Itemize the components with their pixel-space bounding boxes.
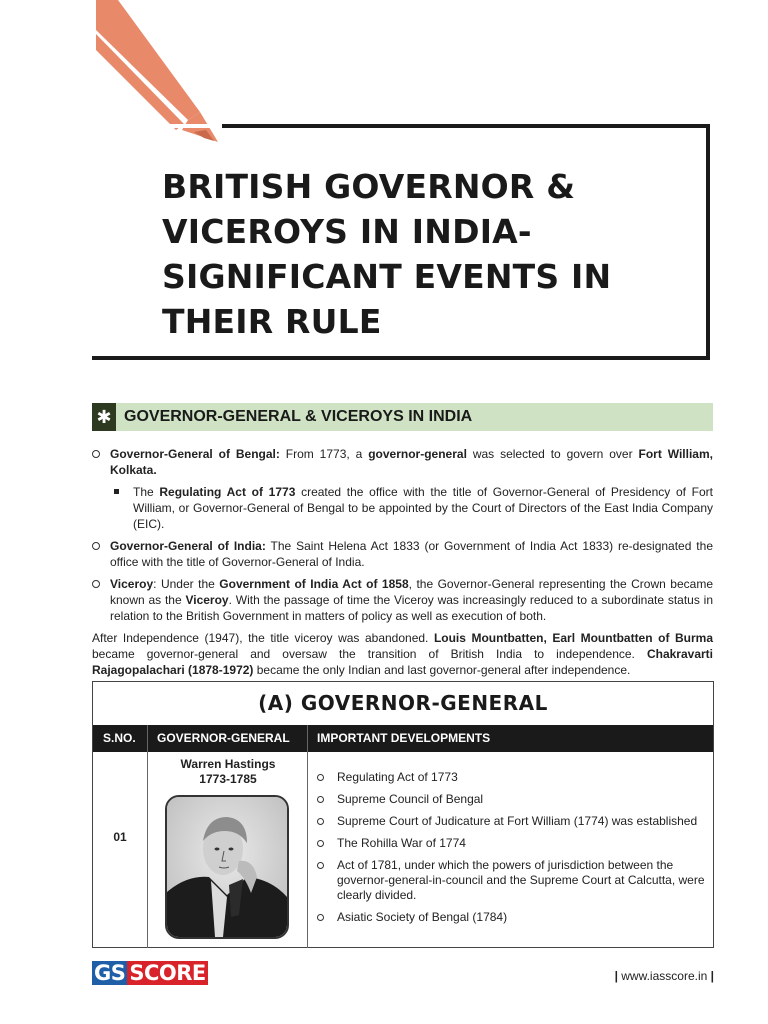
table-row-sno [93, 752, 147, 948]
circle-bullet-icon [317, 862, 324, 869]
sub-text: The [133, 485, 160, 499]
bullet-label: Viceroy [110, 577, 154, 591]
bullet-label: Governor-General of India: [110, 539, 266, 553]
section-heading-bar [92, 403, 713, 431]
list-item [317, 770, 707, 785]
square-bullet-icon [114, 489, 119, 494]
bullet-bold: Fort William, Kolkata. [110, 447, 713, 477]
development-text: Supreme Court of Judicature at Fort William (1774) was established [337, 814, 698, 828]
developments-list [317, 770, 707, 932]
bullet-viceroy [92, 576, 713, 624]
circle-bullet-icon [92, 450, 100, 458]
list-item [317, 836, 707, 851]
circle-bullet-icon [317, 774, 324, 781]
development-text: Asiatic Society of Bengal (1784) [337, 910, 508, 924]
footer-separator: | [614, 969, 618, 983]
bullet-bold: Government of India Act of 1858 [219, 577, 409, 591]
sub-bullet-regulating-act [92, 484, 713, 532]
logo-score: SCORE [129, 961, 206, 985]
governor-general-table [92, 681, 714, 948]
sub-bold: Regulating Act of 1773 [159, 485, 296, 499]
intro-content [92, 446, 713, 678]
portrait-icon [167, 797, 287, 937]
gsscore-logo [92, 961, 208, 985]
para-text: After Independence (1947), the title viceroy was abandoned. [92, 631, 434, 645]
header-sno: S.NO. [103, 731, 136, 745]
list-item [317, 814, 707, 829]
bullet-text: , the Governor-General representing the Crown became known as the [110, 577, 713, 607]
development-text: Regulating Act of 1773 [337, 770, 458, 784]
governor-general-name [148, 757, 308, 787]
asterisk-icon: ✱ [92, 403, 116, 431]
bullet-bold: Viceroy [185, 593, 229, 607]
title-frame-gap [92, 124, 222, 128]
bullet-text: The Saint Helena Act 1833 (or Government of India Act 1833) re-designated the office with the title of Governor-General of India. [110, 539, 713, 569]
list-item [317, 910, 707, 925]
bullet-text: From 1773, a [279, 447, 369, 461]
bullet-bold: governor-general [368, 447, 467, 461]
warren-hastings-portrait [165, 795, 289, 939]
bullet-text: : Under the [153, 577, 220, 591]
table-title: (A) GOVERNOR-GENERAL [258, 691, 548, 715]
header-governor-general: GOVERNOR-GENERAL [157, 731, 290, 745]
circle-bullet-icon [92, 542, 100, 550]
sno-value: 01 [113, 830, 127, 844]
list-item [317, 792, 707, 807]
development-text: Act of 1781, under which the powers of jurisdiction between the governor-general-in-council and the Supreme Court at Calcutta, were clearly divided. [337, 858, 705, 902]
circle-bullet-icon [317, 796, 324, 803]
bullet-text: was selected to govern over [466, 447, 639, 461]
section-heading: GOVERNOR-GENERAL & VICEROYS IN INDIA [124, 408, 473, 425]
footer-separator: | [710, 969, 714, 983]
para-bold: Louis Mountbatten, Earl Mountbatten of Burma [433, 631, 713, 645]
logo-gs: GS [94, 961, 126, 985]
circle-bullet-icon [317, 914, 324, 921]
gg-name-text: Warren Hastings [180, 757, 276, 771]
bullet-governor-general-bengal [92, 446, 713, 478]
bullet-label: Governor-General of Bengal: [110, 447, 280, 461]
sub-text: created the office with the title of Governor-General of Presidency of Fort William, or Governor-General of Bengal to be appointed by the Court of Directors of the East India Company (EIC). [133, 485, 713, 531]
para-text: became the only Indian and last governor-general after independence. [253, 663, 631, 677]
para-text: became governor-general and oversaw the transition of British India to independence. [92, 647, 647, 661]
independence-paragraph [92, 630, 713, 678]
bullet-governor-general-india [92, 538, 713, 570]
page-title: BRITISH GOVERNOR & VICEROYS IN INDIA-SIGNIFICANT EVENTS IN THEIR RULE [162, 167, 612, 341]
development-text: Supreme Council of Bengal [337, 792, 484, 806]
gg-years-text: 1773-1785 [199, 772, 257, 786]
list-item [317, 858, 707, 903]
para-bold: Chakravarti Rajagopalachari (1878-1972) [92, 647, 713, 677]
circle-bullet-icon [317, 840, 324, 847]
circle-bullet-icon [92, 580, 100, 588]
circle-bullet-icon [317, 818, 324, 825]
table-header-row [93, 725, 713, 752]
bullet-text: . With the passage of time the Viceroy was increasingly reduced to a subordinate status in relation to the British Government in matters of policy as well as execution of both. [110, 593, 713, 623]
footer-url-text[interactable]: www.iasscore.in [621, 969, 708, 983]
development-text: The Rohilla War of 1774 [337, 836, 466, 850]
header-developments: IMPORTANT DEVELOPMENTS [317, 731, 491, 745]
footer-url[interactable] [615, 969, 714, 983]
